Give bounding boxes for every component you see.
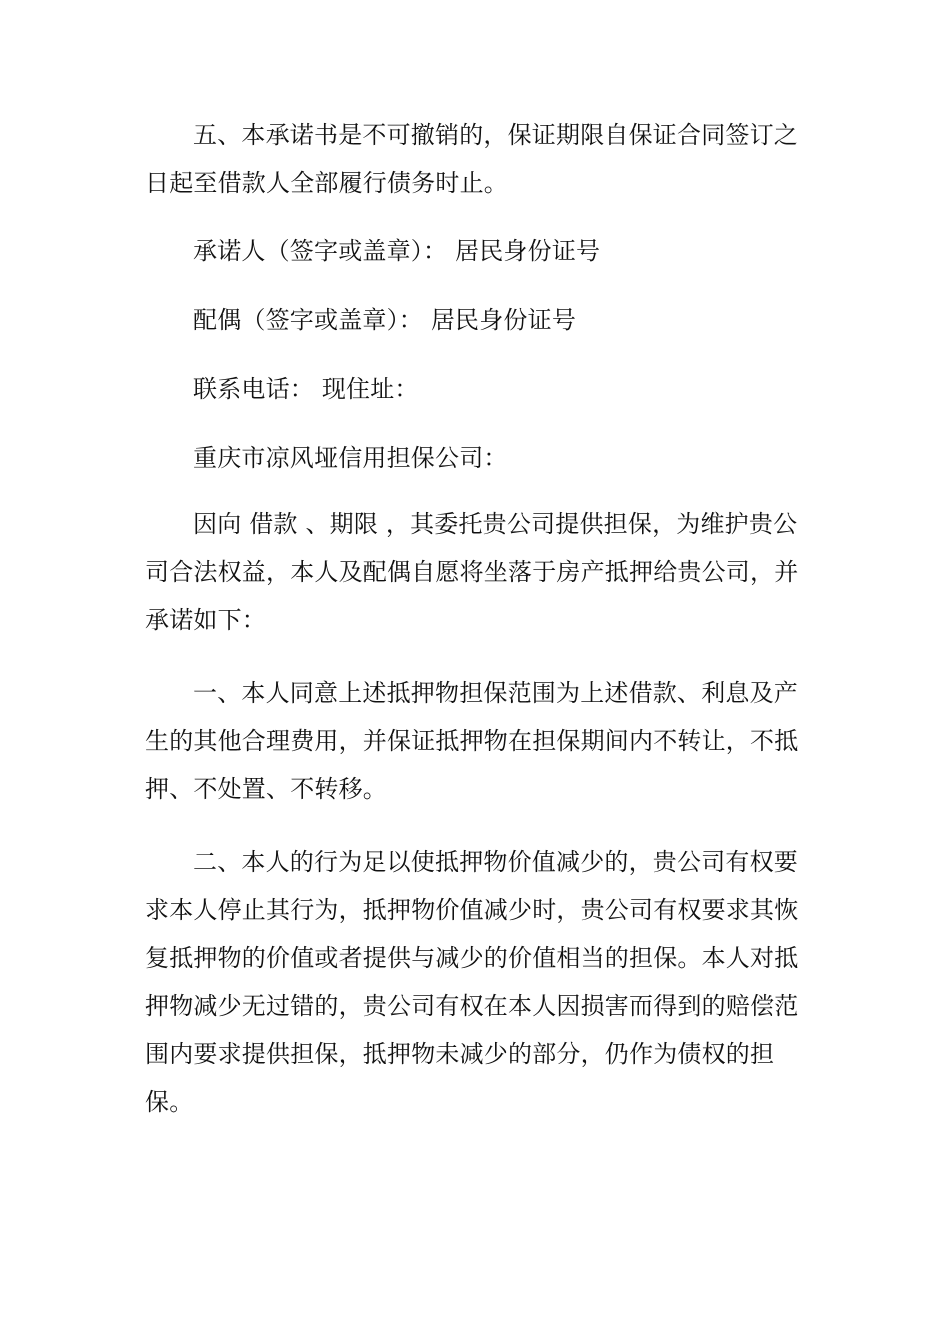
paragraph-clause-two: 二、本人的行为足以使抵押物价值减少的，贵公司有权要求本人停止其行为，抵押物价值减少时，贵公司有权要求其恢复抵押物的价值或者提供与减少的价值相当的担保。本人对抵押物减少无过错的，贵公司有权在本人因损害而得到的赔偿范围内要求提供担保，抵押物未减少的部分，仍作为债权的担保。: [145, 848, 799, 1116]
paragraph-promisor-signature: 承诺人（签字或盖章）： 居民身份证号: [193, 237, 601, 265]
paragraph-contact-info: 联系电话： 现住址：: [193, 375, 419, 403]
paragraph-term: 五、本承诺书是不可撤销的，保证期限自保证合同签订之日起至借款人全部履行债务时止。: [145, 121, 798, 197]
paragraph-clause-one: 一、本人同意上述抵押物担保范围为上述借款、利息及产生的其他合理费用，并保证抵押物在担保期间内不转让，不抵押、不处置、不转移。: [145, 679, 799, 803]
paragraph-intro: 因向 借款 、期限 ，其委托贵公司提供担保，为维护贵公司合法权益，本人及配偶自愿将坐落于房产抵押给贵公司，并承诺如下：: [145, 510, 799, 634]
paragraph-spouse-signature: 配偶（签字或盖章）： 居民身份证号: [193, 306, 577, 334]
paragraph-addressee: 重庆市凉风垭信用担保公司：: [193, 444, 508, 472]
